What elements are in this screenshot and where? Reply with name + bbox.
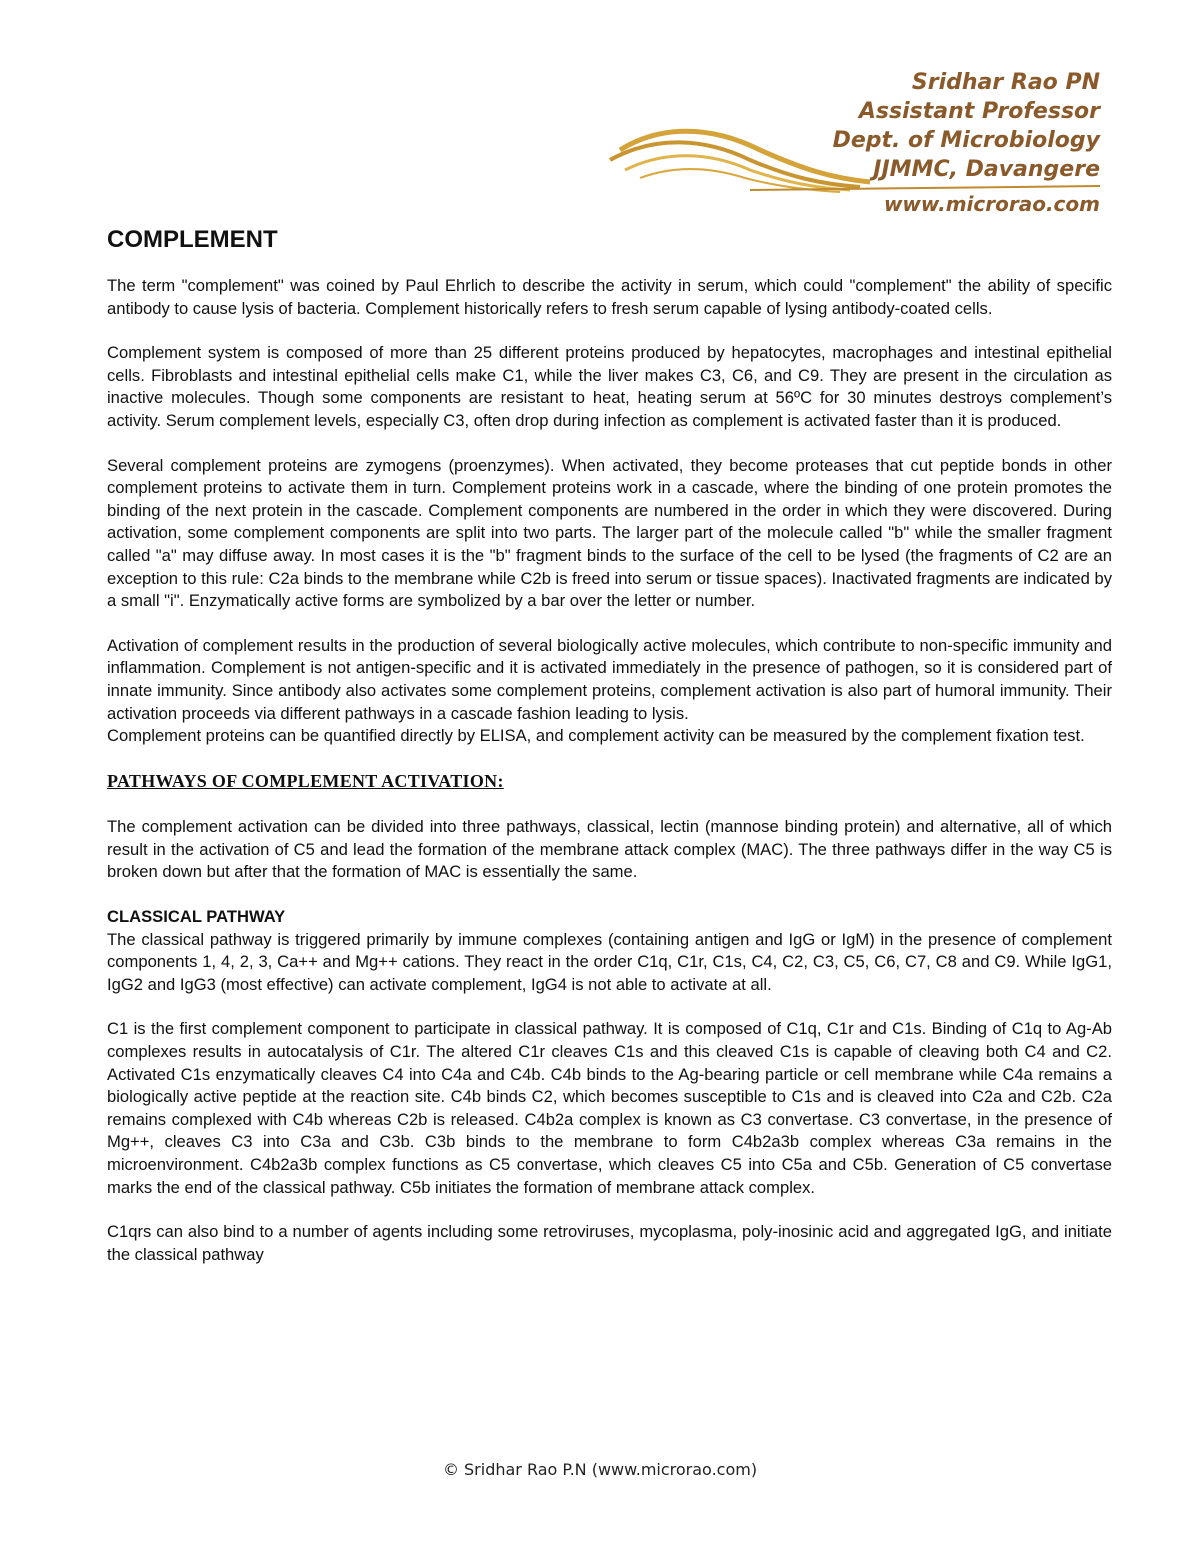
page-footer: © Sridhar Rao P.N (www.microrao.com) [442, 1460, 758, 1479]
intro-paragraph: The term "complement" was coined by Paul Ehrlich to describe the activity in serum, which could "complement" the ability of specific antibody to cause lysis of bacteria. Complement historically refers to fresh serum capable of lysing antibody-coated cells. [107, 276, 1112, 318]
header-website: www.microrao.com [883, 192, 1100, 216]
document-title: COMPLEMENT [107, 226, 278, 253]
pathways-heading: PATHWAYS OF COMPLEMENT ACTIVATION: [107, 770, 504, 791]
classical-pathway-heading: CLASSICAL PATHWAY [107, 907, 286, 927]
author-block [833, 68, 1100, 184]
author-institution: JJMMC, Davangere [873, 157, 1100, 182]
classical-paragraph: C1 is the first complement component to participate in classical pathway. It is composed of C1q, C1r and C1s. Binding of C1q to Ag-Ab complexes results in autocatalysis of C1r. The altered C1r cleaves C1s and this cleaved C1s is capable of cleaving both C4 and C2. Activated C1s enzymatically cleaves C4 into C4a and C4b. C4b binds to the Ag-bearing particle or cell membrane while C4a remains a biologically active peptide at the reaction site. C4b binds C2, which becomes susceptible to C1s and is cleaved into C2a and C2b. C2a remains complexed with C4b whereas C2b is released. C4b2a complex is known as C3 convertase. C3 convertase, in the presence of Mg++, cleaves C3 into C3a and C3b. C3b binds to the membrane to form C4b2a3b complex whereas C3a remains in the microenvironment. C4b2a3b complex functions as C5 convertase, which cleaves C5 into C5a and C5b. Generation of C5 convertase marks the end of the classical pathway. C5b initiates the formation of membrane attack complex. [107, 1019, 1112, 1197]
pathways-paragraph: The complement activation can be divided into three pathways, classical, lectin (mannose binding protein) and alternative, all of which result in the activation of C5 and lead the formation of the membrane attack complex (MAC). The three pathways differ in the way C5 is broken down but after that the formation of MAC is essentially the same. [107, 817, 1112, 882]
intro-paragraph: Complement proteins can be quantified directly by ELISA, and complement activity can be measured by the complement fixation test. [107, 726, 1085, 746]
author-title: Assistant Professor [858, 99, 1100, 124]
author-department: Dept. of Microbiology [832, 128, 1100, 153]
intro-paragraph: Complement system is composed of more than 25 different proteins produced by hepatocytes, macrophages and intestinal epithelial cells. Fibroblasts and intestinal epithelial cells make C1, while the liver makes C3, C6, and C9. They are present in the circulation as inactive molecules. Though some components are resistant to heat, heating serum at 56ºC for 30 minutes destroys complement’s activity. Serum complement levels, especially C3, often drop during infection as complement is activated faster than it is produced. [107, 343, 1112, 430]
classical-paragraph: The classical pathway is triggered primarily by immune complexes (containing antigen and IgG or IgM) in the presence of complement components 1, 4, 2, 3, Ca++ and Mg++ cations. They react in the order C1q, C1r, C1s, C4, C2, C3, C5, C6, C7, C8 and C9. While IgG1, IgG2 and IgG3 (most effective) can activate complement, IgG4 is not able to activate at all. [107, 929, 1112, 994]
author-name: Sridhar Rao PN [911, 70, 1100, 95]
document-body [107, 225, 1112, 1288]
intro-paragraph: Several complement proteins are zymogens (proenzymes). When activated, they become proteases that cut peptide bonds in other complement proteins to activate them in turn. Complement proteins work in a cascade, where the binding of one protein promotes the binding of the next protein in the cascade. Complement components are numbered in the order in which they were discovered. During activation, some complement components are split into two parts. The larger part of the molecule called "b" while the smaller fragment called "a" may diffuse away. In most cases it is the "b" fragment binds to the surface of the cell to be lysed (the fragments of C2 are an exception to this rule: C2a binds to the membrane while C2b is freed into serum or tissue spaces). Inactivated fragments are indicated by a small "i". Enzymatically active forms are symbolized by a bar over the letter or number. [107, 455, 1112, 611]
classical-paragraph: C1qrs can also bind to a number of agents including some retroviruses, mycoplasma, poly-inosinic acid and aggregated IgG, and initiate the classical pathway [107, 1222, 1112, 1264]
intro-paragraph: Activation of complement results in the production of several biologically active molecules, which contribute to non-specific immunity and inflammation. Complement is not antigen-specific and it is activated immediately in the presence of pathogen, so it is considered part of innate immunity. Since antibody also activates some complement proteins, complement activation is also part of humoral immunity. Their activation proceeds via different pathways in a cascade fashion leading to lysis. [107, 635, 1112, 723]
page-header [0, 0, 1200, 225]
